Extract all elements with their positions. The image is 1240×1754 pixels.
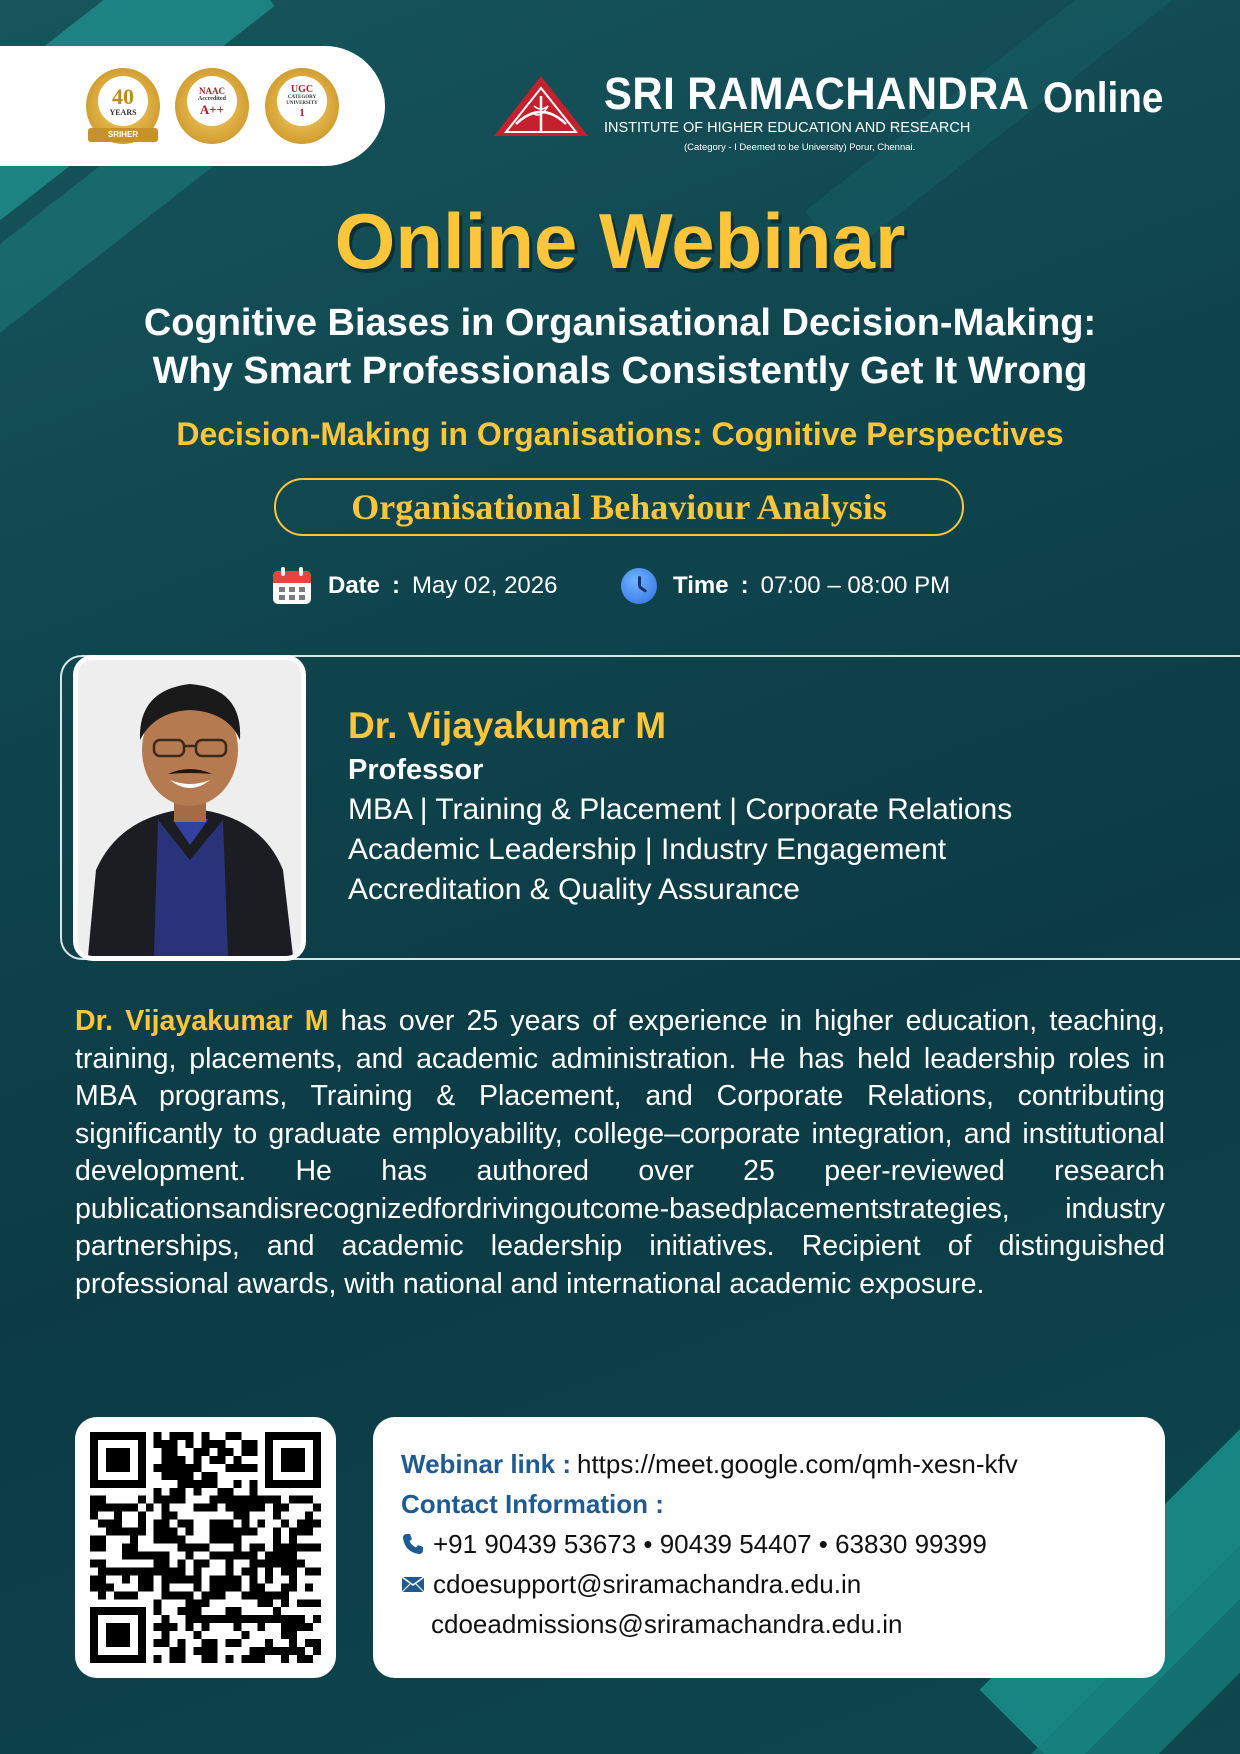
- speaker-photo: [73, 655, 306, 961]
- institution-name: SRI RAMACHANDRA: [604, 68, 1030, 119]
- phone-numbers[interactable]: +91 90439 53673 • 90439 54407 • 63830 99399: [433, 1529, 987, 1559]
- webinar-link-label: Webinar link :: [401, 1449, 571, 1479]
- date-label: Date: [328, 572, 381, 599]
- speaker-bio: [75, 1003, 1165, 1303]
- institution-category: (Category - I Deemed to be University) Porur, Chennai.: [684, 142, 916, 153]
- admissions-email[interactable]: cdoeadmissions@sriramachandra.edu.in: [431, 1609, 903, 1639]
- institution-emblem-icon: [492, 74, 590, 138]
- institution-subtitle: INSTITUTE OF HIGHER EDUCATION AND RESEARCH: [604, 120, 971, 136]
- calendar-icon: [272, 567, 312, 605]
- 40-years-seal-icon: 40 YEARS SRIHER: [86, 68, 160, 144]
- webinar-subtitle: Decision-Making in Organisations: Cognitive Perspectives: [176, 416, 1064, 452]
- event-type-title: Online Webinar: [334, 197, 906, 285]
- webinar-title-line-2: Why Smart Professionals Consistently Get It Wrong: [152, 350, 1088, 392]
- date-separator: :: [392, 572, 401, 599]
- phone-icon: [401, 1532, 425, 1556]
- online-label: Online: [1043, 74, 1164, 122]
- event-time: [621, 566, 950, 606]
- speaker-portrait-image: [78, 660, 301, 956]
- clock-icon: [621, 568, 657, 604]
- webinar-link[interactable]: https://meet.google.com/qmh-xesn-kfv: [577, 1449, 1018, 1479]
- date-value: May 02, 2026: [412, 572, 558, 599]
- time-separator: :: [740, 572, 749, 599]
- support-email[interactable]: cdoesupport@sriramachandra.edu.in: [433, 1569, 862, 1599]
- bio-speaker-name: Dr. Vijayakumar M: [75, 1005, 329, 1037]
- time-label: Time: [673, 572, 729, 599]
- track-badge: Organisational Behaviour Analysis: [274, 478, 964, 536]
- contact-info-heading: Contact Information :: [401, 1489, 664, 1519]
- contact-panel: [373, 1417, 1165, 1678]
- speaker-name: Dr. Vijayakumar M: [348, 705, 667, 746]
- phone-row: [401, 1527, 987, 1561]
- qr-code-icon: [90, 1432, 321, 1663]
- speaker-expertise-line: Academic Leadership | Industry Engagement: [348, 833, 947, 866]
- qr-code[interactable]: [75, 1417, 336, 1678]
- email-row: [401, 1567, 861, 1601]
- time-value: 07:00 – 08:00 PM: [760, 572, 951, 599]
- naac-seal-icon: NAAC Accredited A++: [175, 68, 249, 144]
- speaker-expertise-line: Accreditation & Quality Assurance: [348, 873, 800, 906]
- speaker-expertise-line: MBA | Training & Placement | Corporate Relations: [348, 793, 1013, 826]
- admissions-email-row: [431, 1607, 903, 1641]
- speaker-role: Professor: [348, 754, 484, 786]
- mail-icon: [401, 1572, 425, 1596]
- webinar-link-row: [401, 1447, 1018, 1481]
- bio-text: has over 25 years of experience in higher education, teaching, training, placements, and academic administration. He has held leadership roles in MBA programs, Training & Placement, and Corporate Relations, contributing significantly to graduate employability, college–corporate integration, and institutional development. He has authored over 25 peer-reviewed research publicationsandisrecognizedfordrivingoutcome-basedplacementstrategies, industry partnerships, and academic leadership initiatives. Recipient of distinguished professional awards, with national and international academic exposure.: [75, 1005, 1165, 1300]
- event-date: [272, 566, 557, 606]
- ugc-seal-icon: UGC CATEGORY UNIVERSITY 1: [265, 68, 339, 144]
- webinar-title-line-1: Cognitive Biases in Organisational Decision-Making:: [143, 302, 1097, 344]
